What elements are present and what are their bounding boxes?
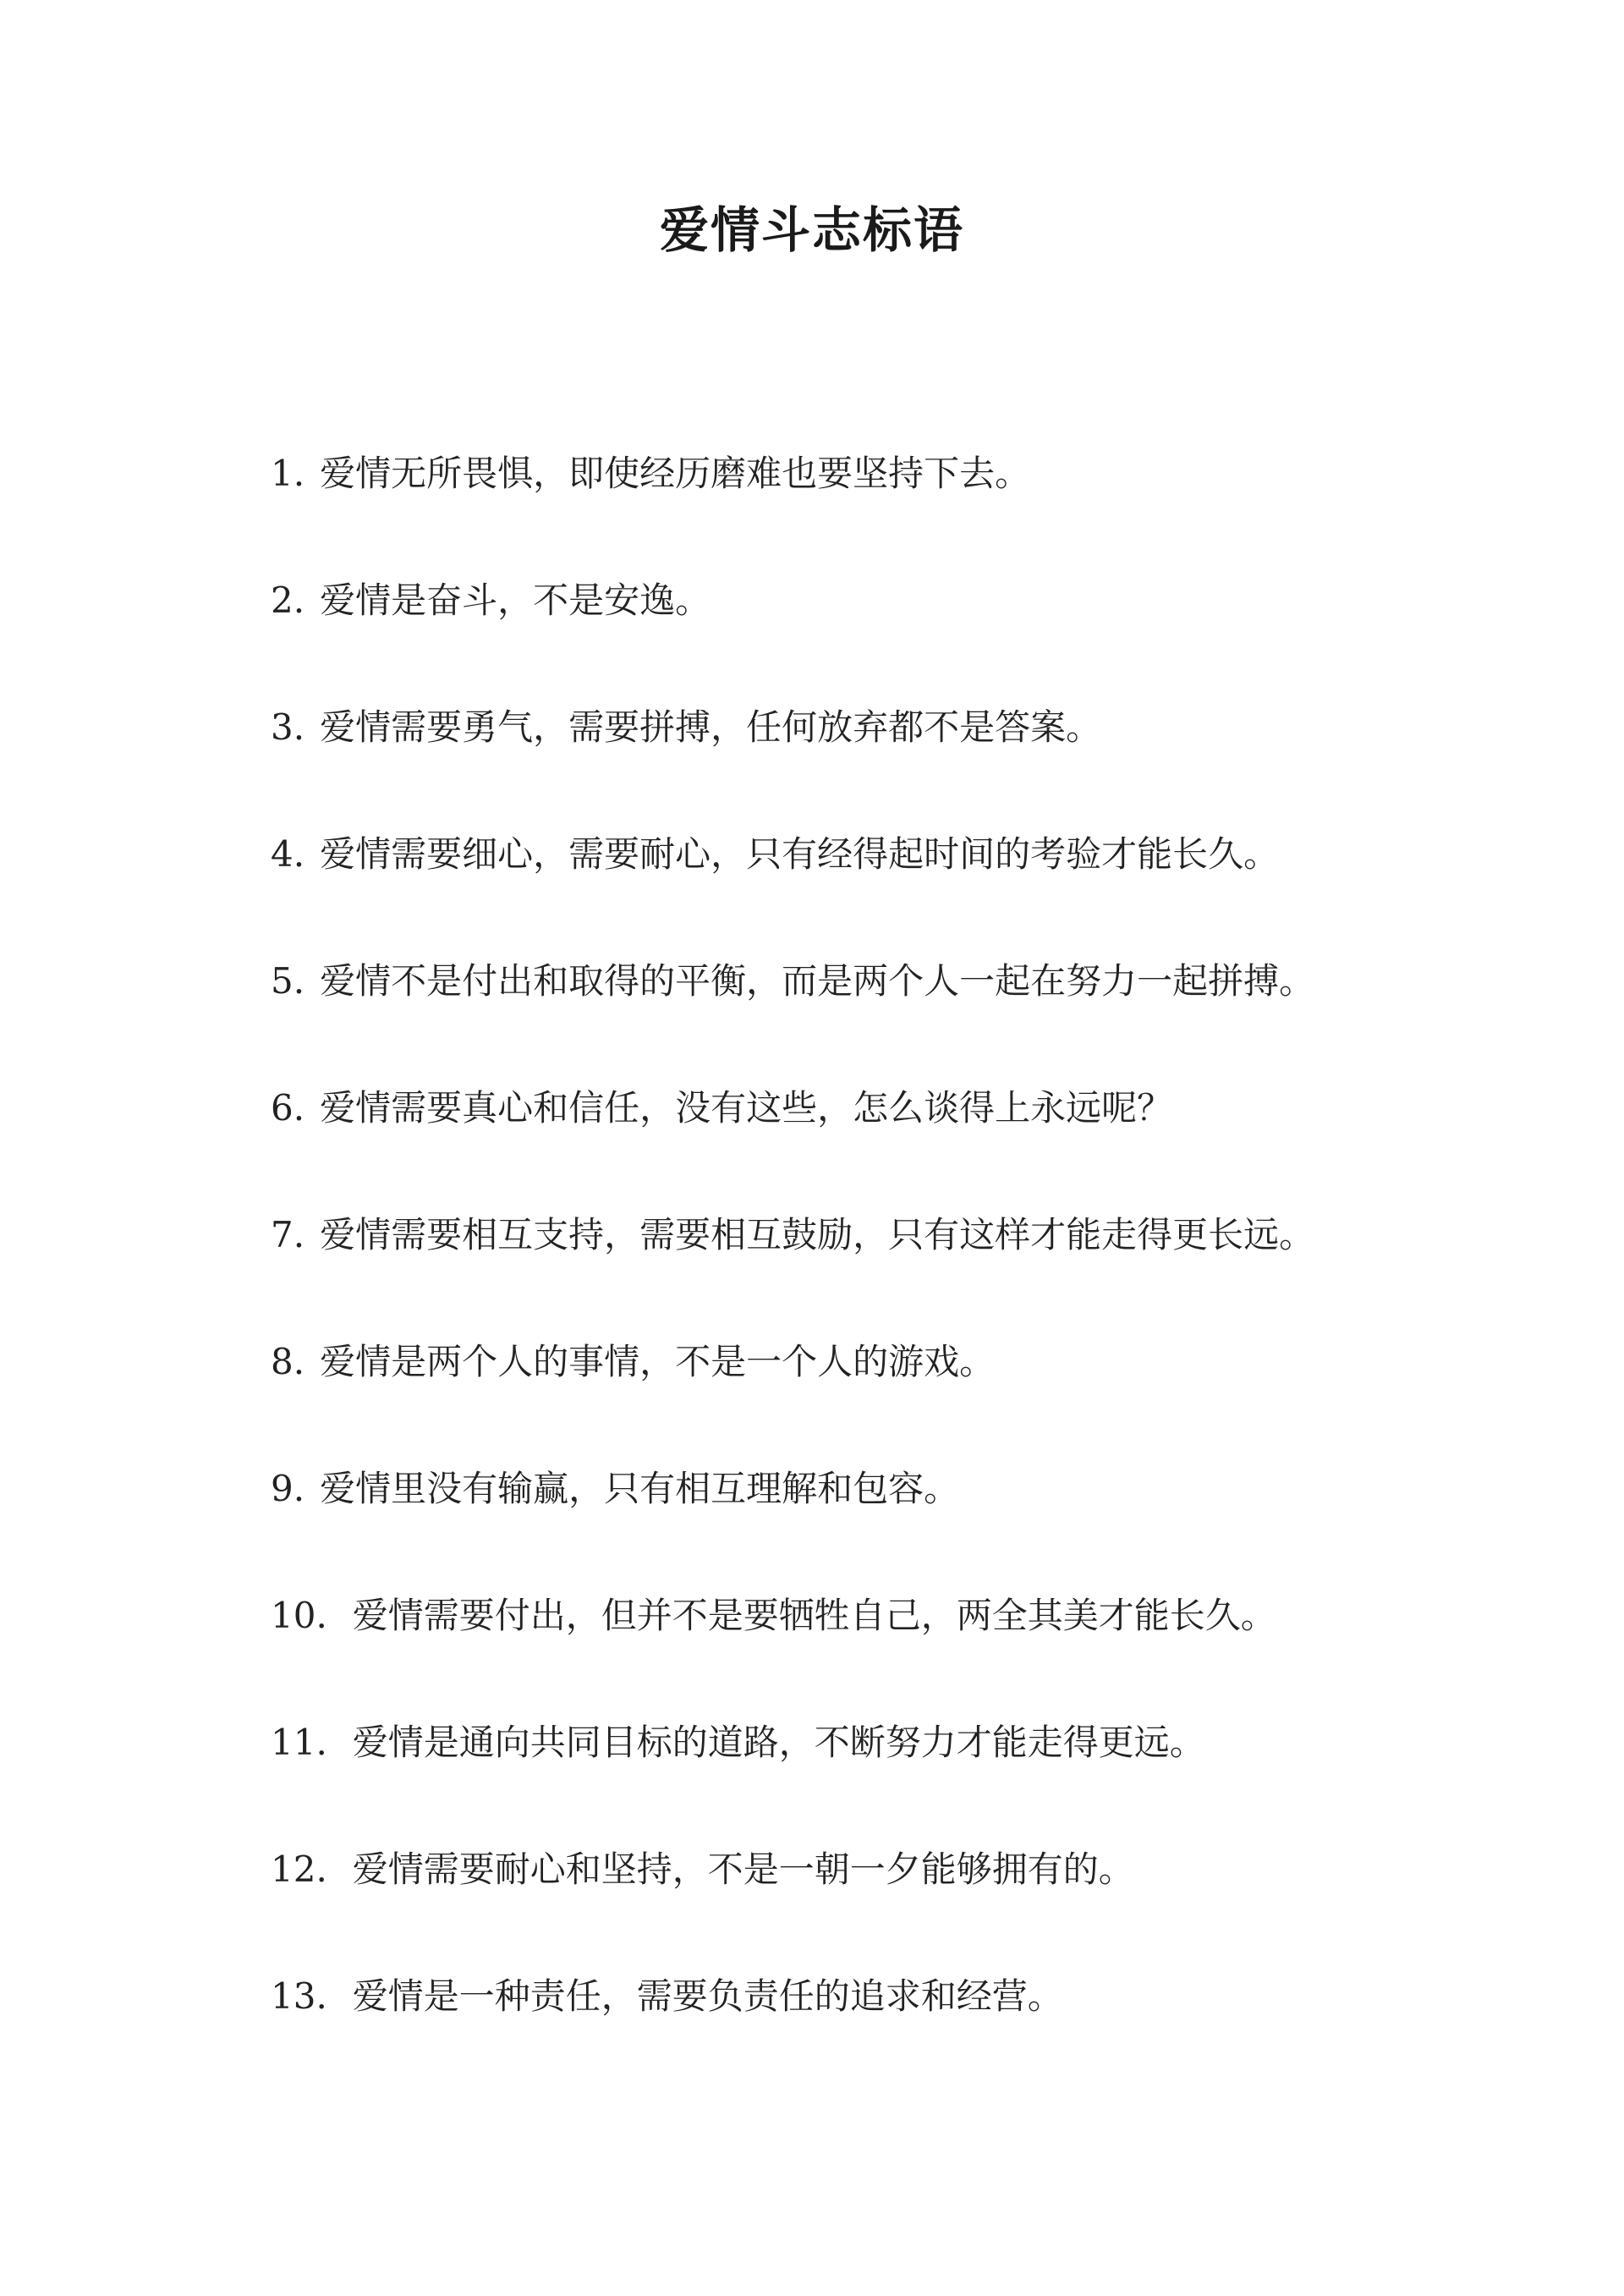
item-number: 12. — [271, 1848, 327, 1890]
item-text: 爱情需要细心，需要耐心，只有经得起时间的考验才能长久。 — [320, 833, 1280, 875]
item-number: 11. — [271, 1722, 327, 1763]
item-number: 4. — [271, 833, 305, 875]
item-text: 爱情需要耐心和坚持，不是一朝一夕能够拥有的。 — [352, 1848, 1134, 1890]
item-text: 爱情是通向共同目标的道路，不断努力才能走得更远。 — [352, 1722, 1205, 1763]
item-text: 爱情需要付出，但并不是要牺牲自己，两全其美才能长久。 — [352, 1595, 1276, 1636]
item-number: 7. — [271, 1214, 305, 1255]
list-item — [271, 1709, 1489, 1836]
list-item — [271, 567, 1489, 694]
list-item — [271, 1074, 1489, 1201]
list-item — [271, 1455, 1489, 1582]
item-text: 爱情不是付出和取得的平衡，而是两个人一起在努力一起拼搏。 — [320, 960, 1315, 1002]
item-number: 1. — [271, 453, 305, 494]
item-text: 爱情是两个人的事情，不是一个人的游戏。 — [320, 1341, 996, 1382]
item-text: 爱情是一种责任，需要负责任的追求和经营。 — [352, 1975, 1063, 2017]
item-number: 3. — [271, 706, 305, 748]
item-text: 爱情需要相互支持，需要相互鼓励，只有这样才能走得更长远。 — [320, 1214, 1315, 1255]
list-item — [271, 821, 1489, 948]
list-item — [271, 1836, 1489, 1963]
item-text: 爱情需要真心和信任，没有这些，怎么谈得上永远呢？ — [320, 1087, 1173, 1129]
item-text: 爱情无所畏惧，即使经历磨难也要坚持下去。 — [320, 453, 1031, 494]
item-number: 8. — [271, 1341, 305, 1382]
item-number: 9. — [271, 1468, 305, 1509]
item-text: 爱情是奋斗，不是安逸。 — [320, 579, 711, 621]
list-item — [271, 440, 1489, 567]
list-item — [271, 1963, 1489, 2090]
slogan-list — [271, 440, 1489, 2090]
item-number: 2. — [271, 579, 305, 621]
item-number: 6. — [271, 1087, 305, 1129]
list-item — [271, 1328, 1489, 1455]
list-item — [271, 1582, 1489, 1709]
list-item — [271, 948, 1489, 1074]
list-item — [271, 1201, 1489, 1328]
item-text: 爱情需要勇气，需要拼搏，任何放弃都不是答案。 — [320, 706, 1102, 748]
page-title: 爱情斗志标语 — [659, 201, 964, 259]
item-number: 10. — [271, 1595, 327, 1636]
item-number: 5. — [271, 960, 305, 1002]
item-number: 13. — [271, 1975, 327, 2017]
item-text: 爱情里没有输赢，只有相互理解和包容。 — [320, 1468, 960, 1509]
list-item — [271, 694, 1489, 821]
